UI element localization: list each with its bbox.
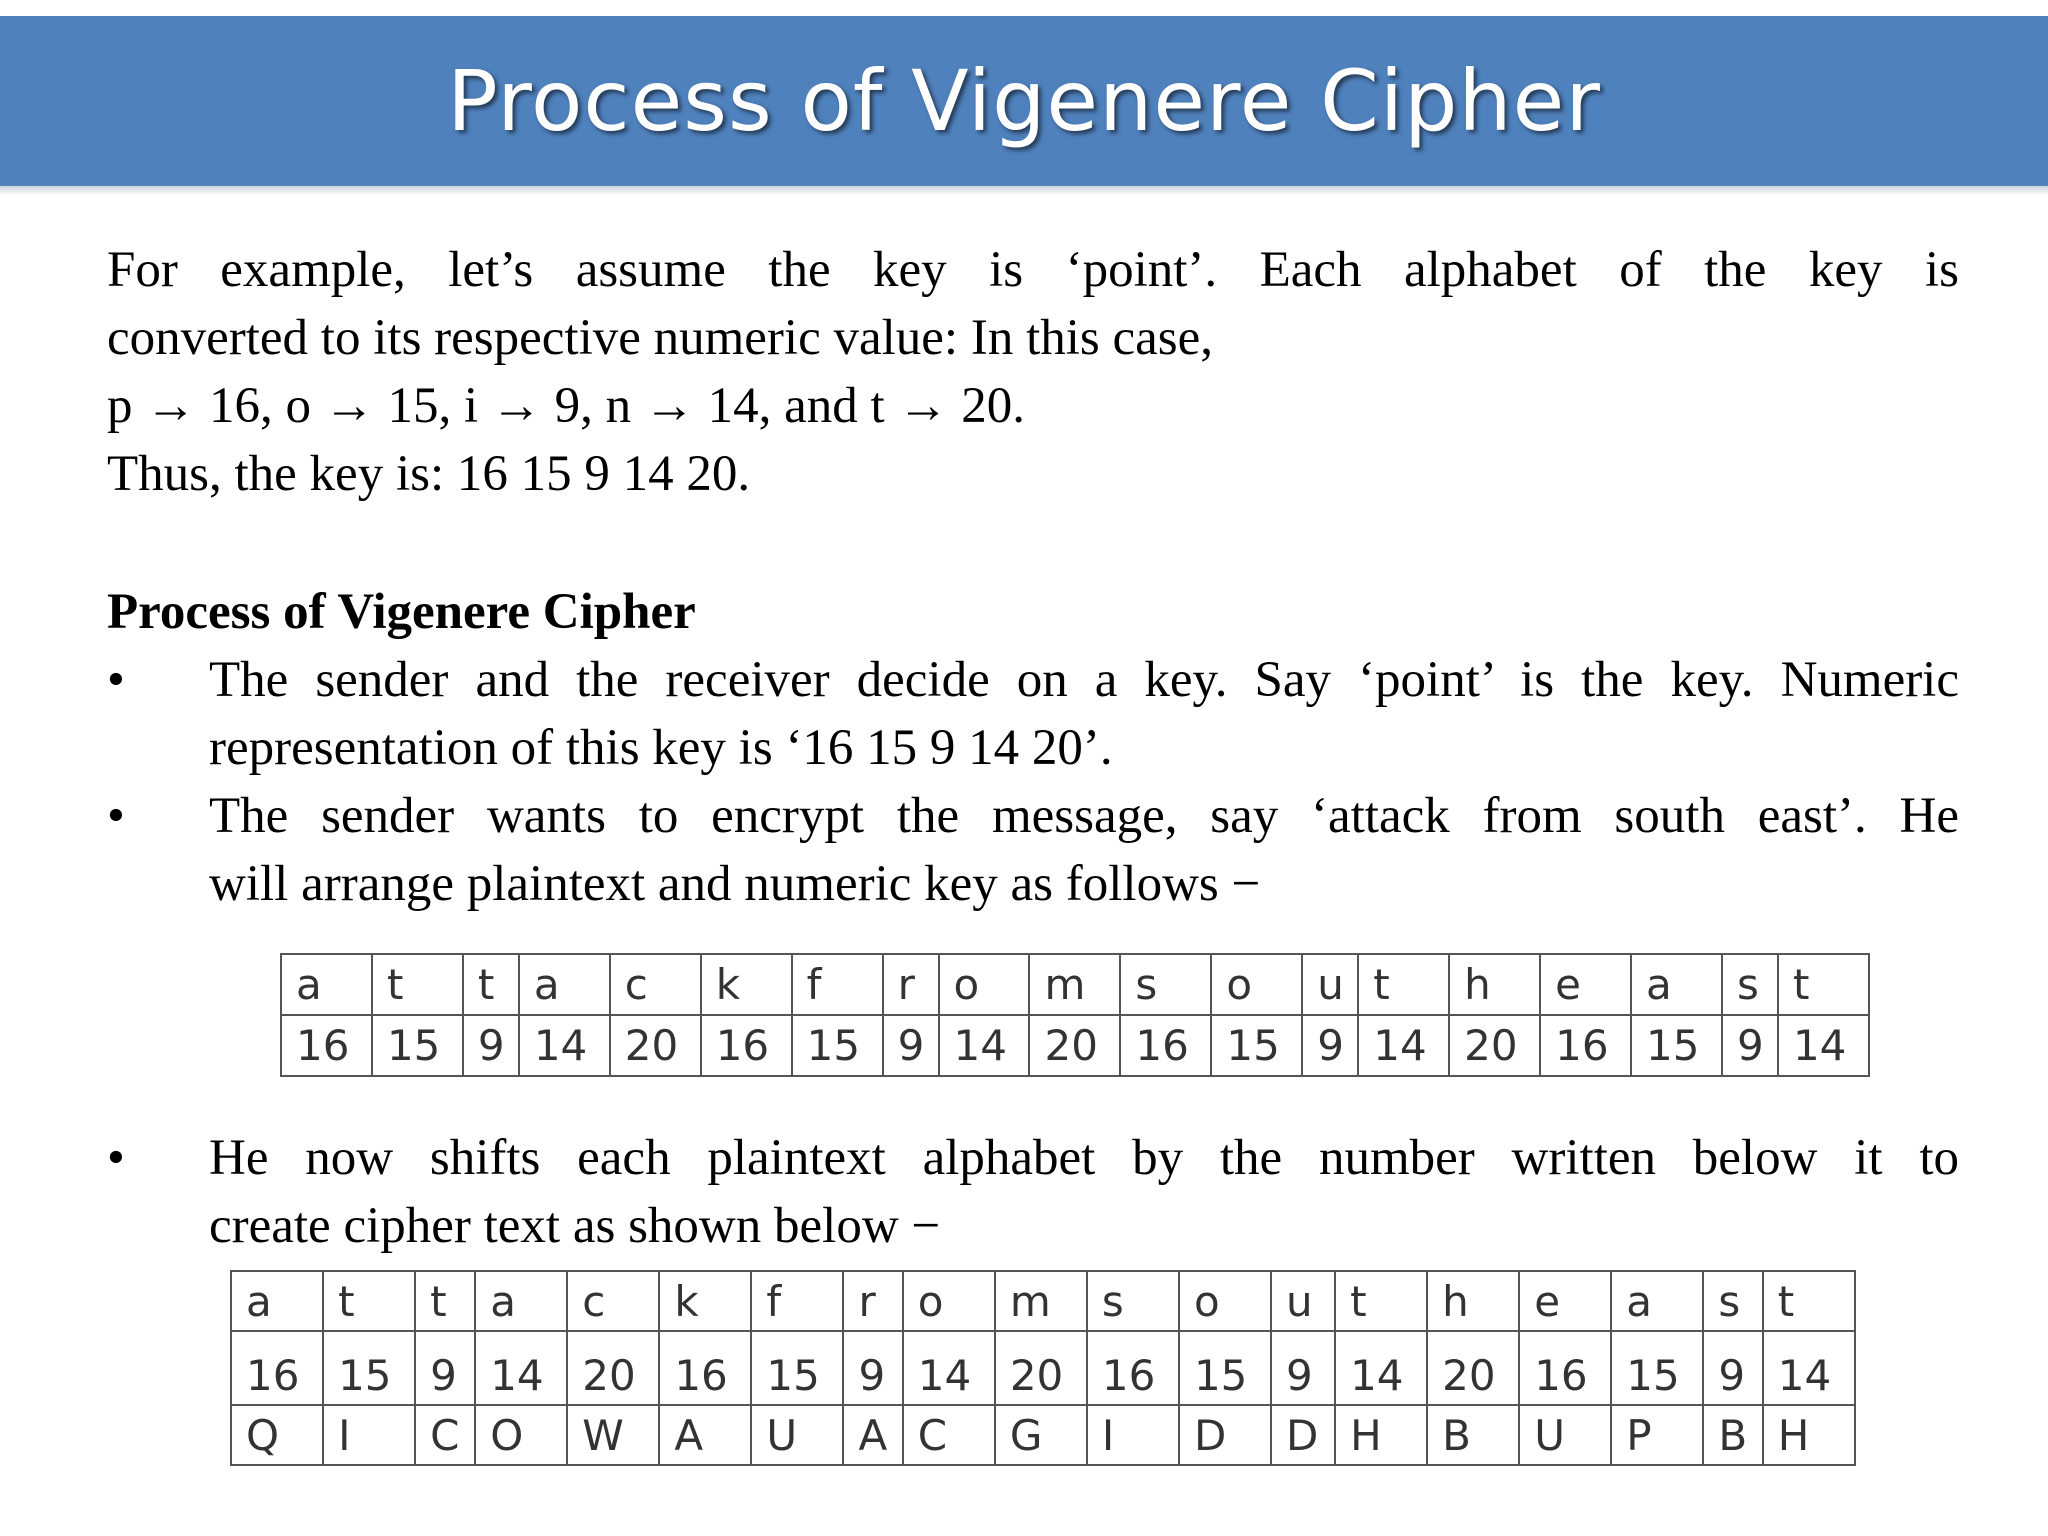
- plaintext-cell: h: [1427, 1271, 1519, 1331]
- plaintext-cell: u: [1271, 1271, 1335, 1331]
- key-cell: 20: [1449, 1015, 1540, 1076]
- key-cell: 15: [372, 1015, 463, 1076]
- key-cell: 16: [1120, 1015, 1211, 1076]
- plaintext-cell: k: [701, 954, 792, 1015]
- key-cell: 16: [1540, 1015, 1631, 1076]
- plaintext-cell: a: [475, 1271, 567, 1331]
- cipher-cell: C: [415, 1405, 475, 1465]
- bullet-2-line-1: The sender wants to encrypt the message, say ‘attack from south east’. He: [209, 788, 1959, 844]
- intro-line-3: p → 16, o → 15, i → 9, n → 14, and t → 20.: [107, 378, 1025, 434]
- ciphertext-table: [230, 1270, 1856, 1466]
- key-cell: 14: [1778, 1015, 1869, 1076]
- intro-line-2: converted to its respective numeric value: In this case,: [107, 310, 1214, 366]
- plaintext-cell: t: [1358, 954, 1449, 1015]
- plaintext-cell: a: [1631, 954, 1722, 1015]
- plaintext-cell: h: [1449, 954, 1540, 1015]
- bullet-2-line-2: will arrange plaintext and numeric key as follows −: [209, 856, 1261, 912]
- cipher-cell: B: [1703, 1405, 1762, 1465]
- section-title: Process of Vigenere Cipher: [107, 584, 696, 640]
- key-cell: 16: [1087, 1331, 1179, 1405]
- plaintext-cell: t: [1763, 1271, 1855, 1331]
- key-cell: 14: [1358, 1015, 1449, 1076]
- plaintext-cell: f: [751, 1271, 843, 1331]
- key-cell: 14: [903, 1331, 995, 1405]
- key-cell: 16: [659, 1331, 751, 1405]
- key-cell: 14: [519, 1015, 610, 1076]
- key-cell: 15: [1611, 1331, 1703, 1405]
- key-cell: 14: [939, 1015, 1030, 1076]
- key-cell: 16: [231, 1331, 323, 1405]
- cipher-cell: I: [1087, 1405, 1179, 1465]
- cipher-cell: A: [843, 1405, 902, 1465]
- cipher-cell: W: [567, 1405, 659, 1465]
- cipher-cell: O: [475, 1405, 567, 1465]
- key-cell: 15: [1631, 1015, 1722, 1076]
- bullet-dot: •: [107, 1130, 125, 1186]
- plaintext-key-table: [280, 953, 1870, 1077]
- cipher-cell: U: [751, 1405, 843, 1465]
- key-cell: 14: [475, 1331, 567, 1405]
- key-row: [231, 1331, 1855, 1405]
- key-cell: 15: [751, 1331, 843, 1405]
- cipher-cell: B: [1427, 1405, 1519, 1465]
- key-cell: 16: [1519, 1331, 1611, 1405]
- plaintext-cell: s: [1722, 954, 1778, 1015]
- key-cell: 9: [1703, 1331, 1762, 1405]
- key-cell: 9: [1722, 1015, 1778, 1076]
- key-cell: 16: [281, 1015, 372, 1076]
- key-cell: 9: [415, 1331, 475, 1405]
- plaintext-cell: r: [843, 1271, 902, 1331]
- plaintext-cell: a: [1611, 1271, 1703, 1331]
- cipher-cell: P: [1611, 1405, 1703, 1465]
- header-banner: [0, 16, 2048, 186]
- plaintext-cell: o: [903, 1271, 995, 1331]
- key-row: [281, 1015, 1869, 1076]
- key-cell: 9: [1271, 1331, 1335, 1405]
- cipher-cell: G: [995, 1405, 1087, 1465]
- plaintext-cell: m: [995, 1271, 1087, 1331]
- plaintext-cell: r: [883, 954, 939, 1015]
- key-cell: 16: [701, 1015, 792, 1076]
- plaintext-cell: s: [1087, 1271, 1179, 1331]
- cipher-row: [231, 1405, 1855, 1465]
- cipher-cell: H: [1763, 1405, 1855, 1465]
- plaintext-cell: s: [1120, 954, 1211, 1015]
- cipher-cell: D: [1179, 1405, 1271, 1465]
- plaintext-cell: m: [1029, 954, 1120, 1015]
- plaintext-cell: c: [567, 1271, 659, 1331]
- intro-line-4: Thus, the key is: 16 15 9 14 20.: [107, 446, 751, 502]
- plaintext-cell: u: [1302, 954, 1358, 1015]
- plaintext-cell: f: [792, 954, 883, 1015]
- intro-line-1: For example, let’s assume the key is ‘point’. Each alphabet of the key is: [107, 242, 1959, 298]
- plaintext-cell: t: [372, 954, 463, 1015]
- cipher-cell: D: [1271, 1405, 1335, 1465]
- key-cell: 20: [1029, 1015, 1120, 1076]
- plaintext-cell: a: [519, 954, 610, 1015]
- plaintext-cell: o: [939, 954, 1030, 1015]
- plaintext-cell: a: [281, 954, 372, 1015]
- key-cell: 20: [610, 1015, 701, 1076]
- plaintext-row: [231, 1271, 1855, 1331]
- plaintext-cell: a: [231, 1271, 323, 1331]
- bullet-3-line-2: create cipher text as shown below −: [209, 1198, 941, 1254]
- key-cell: 9: [843, 1331, 902, 1405]
- cipher-cell: Q: [231, 1405, 323, 1465]
- bullet-1-line-1: The sender and the receiver decide on a key. Say ‘point’ is the key. Numeric: [209, 652, 1959, 708]
- cipher-cell: C: [903, 1405, 995, 1465]
- bullet-dot: •: [107, 652, 125, 708]
- key-cell: 15: [1211, 1015, 1302, 1076]
- key-cell: 14: [1763, 1331, 1855, 1405]
- plaintext-cell: t: [323, 1271, 415, 1331]
- plaintext-cell: t: [1335, 1271, 1427, 1331]
- plaintext-cell: o: [1179, 1271, 1271, 1331]
- plaintext-row: [281, 954, 1869, 1015]
- plaintext-cell: t: [463, 954, 519, 1015]
- key-cell: 9: [463, 1015, 519, 1076]
- bullet-dot: •: [107, 788, 125, 844]
- cipher-cell: A: [659, 1405, 751, 1465]
- plaintext-cell: o: [1211, 954, 1302, 1015]
- key-cell: 15: [323, 1331, 415, 1405]
- cipher-cell: U: [1519, 1405, 1611, 1465]
- bullet-1-line-2: representation of this key is ‘16 15 9 14 20’.: [209, 720, 1113, 776]
- cipher-cell: I: [323, 1405, 415, 1465]
- plaintext-cell: k: [659, 1271, 751, 1331]
- bullet-3-line-1: He now shifts each plaintext alphabet by the number written below it to: [209, 1130, 1959, 1186]
- intro-paragraph: [107, 236, 1959, 508]
- plaintext-cell: e: [1540, 954, 1631, 1015]
- key-cell: 9: [1302, 1015, 1358, 1076]
- page-title: Process of Vigenere Cipher: [447, 52, 1601, 150]
- plaintext-cell: e: [1519, 1271, 1611, 1331]
- plaintext-cell: t: [415, 1271, 475, 1331]
- plaintext-cell: s: [1703, 1271, 1762, 1331]
- key-cell: 9: [883, 1015, 939, 1076]
- key-cell: 20: [995, 1331, 1087, 1405]
- key-cell: 15: [792, 1015, 883, 1076]
- key-cell: 20: [567, 1331, 659, 1405]
- key-cell: 14: [1335, 1331, 1427, 1405]
- header-shadow: [0, 186, 2048, 196]
- cipher-cell: H: [1335, 1405, 1427, 1465]
- key-cell: 15: [1179, 1331, 1271, 1405]
- plaintext-cell: c: [610, 954, 701, 1015]
- plaintext-cell: t: [1778, 954, 1869, 1015]
- key-cell: 20: [1427, 1331, 1519, 1405]
